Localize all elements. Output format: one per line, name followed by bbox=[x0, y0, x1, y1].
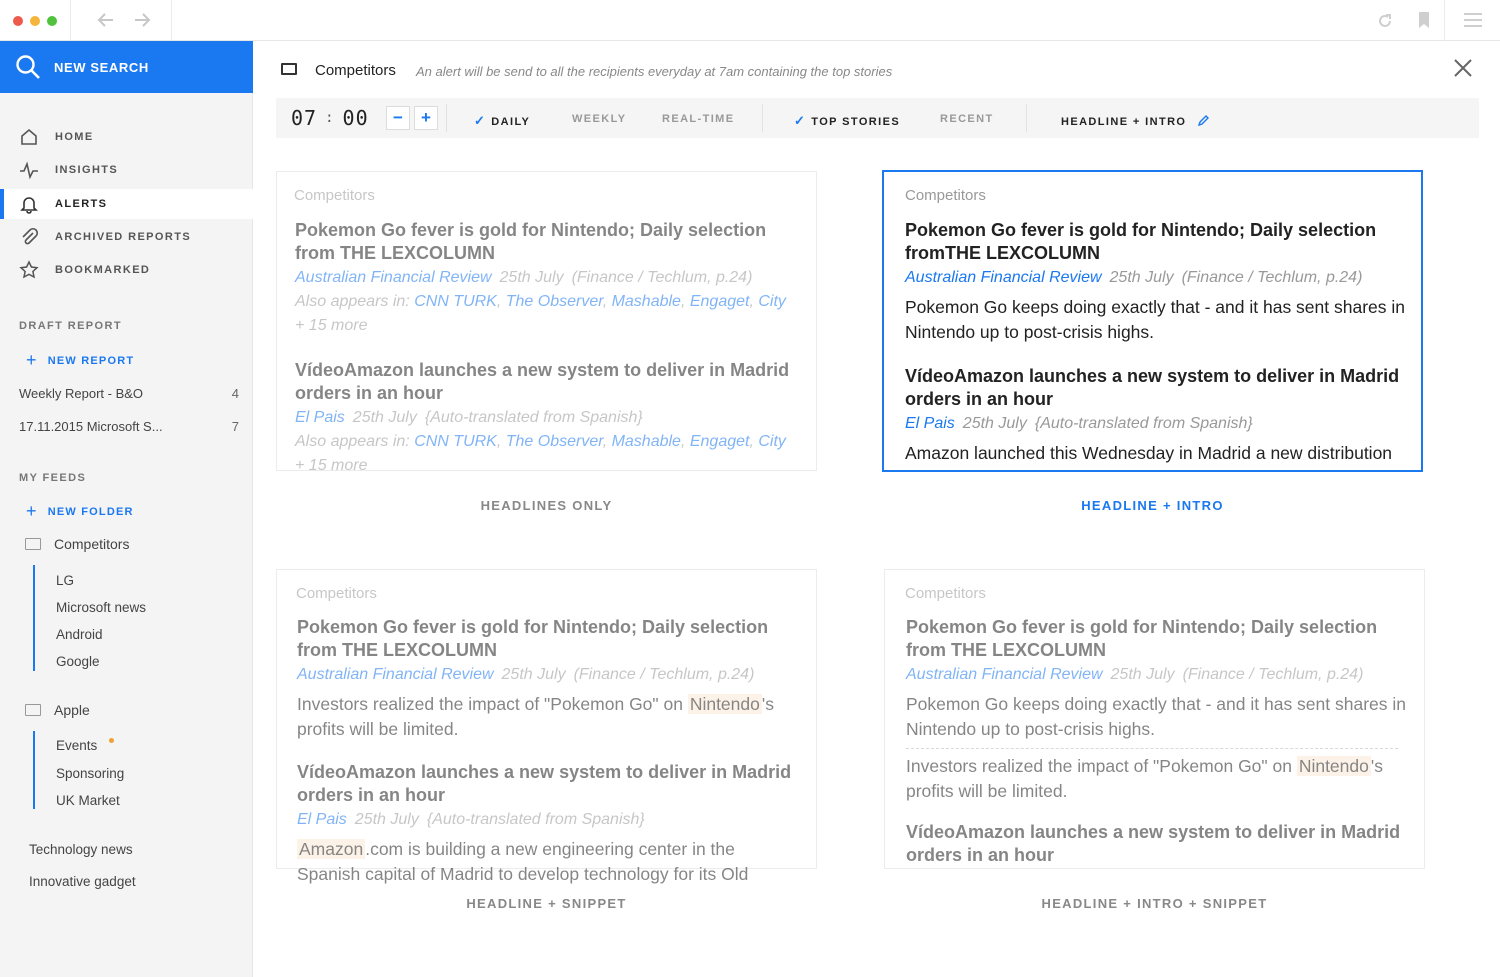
divider bbox=[171, 0, 172, 41]
folder-icon bbox=[25, 538, 41, 550]
story-meta bbox=[905, 266, 1405, 290]
story-section: {Auto-translated from Spanish} bbox=[1034, 415, 1253, 432]
bookmark-icon[interactable] bbox=[1417, 11, 1431, 29]
preview-feed-name: Competitors bbox=[905, 187, 986, 204]
window-close-dot[interactable] bbox=[13, 16, 23, 26]
story-preview bbox=[297, 761, 797, 887]
plus-icon: + bbox=[26, 501, 38, 521]
sidebar-item-label: HOME bbox=[55, 131, 94, 143]
time-display[interactable] bbox=[291, 106, 369, 130]
source-link: CNN TURK bbox=[414, 293, 497, 310]
plus-icon: + bbox=[26, 350, 38, 370]
story-date: 25th July bbox=[962, 415, 1027, 432]
folder-icon bbox=[281, 63, 297, 75]
story-date: 25th July bbox=[354, 811, 419, 828]
sidebar-item-label: ARCHIVED REPORTS bbox=[55, 231, 192, 243]
source-link: Mashable bbox=[611, 293, 681, 310]
alert-toolbar bbox=[276, 98, 1479, 138]
story-preview bbox=[906, 616, 1406, 804]
story-section: {Auto-translated from Spanish} bbox=[426, 811, 645, 828]
page-title: Competitors bbox=[315, 62, 396, 79]
bell-icon bbox=[19, 194, 39, 214]
format-caption[interactable]: HEADLINE + SNIPPET bbox=[466, 896, 627, 911]
snippet-highlight: Amazon bbox=[299, 839, 364, 859]
story-headline: VídeoAmazon launches a new system to deliver in Madrid orders in an hour bbox=[906, 822, 1401, 865]
story-section: (Finance / Techlum, p.24) bbox=[571, 269, 753, 286]
also-appears-in: Also appears in: CNN TURK, The Observer, Mashable, Engaget, City + 15 more bbox=[295, 433, 786, 474]
sidebar-item-alerts[interactable] bbox=[0, 189, 253, 219]
story-meta bbox=[295, 406, 795, 430]
story-snippet bbox=[906, 754, 1406, 804]
story-source: El Pais bbox=[905, 415, 955, 432]
new-report-label: NEW REPORT bbox=[47, 355, 135, 367]
new-folder-button[interactable] bbox=[26, 499, 134, 520]
feed-item[interactable]: LG bbox=[56, 573, 75, 588]
story-section: (Finance / Techlum, p.24) bbox=[573, 666, 755, 683]
feed-item[interactable]: UK Market bbox=[56, 793, 120, 808]
more-count: + 15 more bbox=[295, 457, 368, 474]
story-headline: Pokemon Go fever is gold for Nintendo; Daily selection fromTHE LEXCOLUMN bbox=[905, 220, 1377, 263]
divider bbox=[762, 104, 763, 132]
format-label: HEADLINE + INTRO bbox=[1061, 116, 1187, 128]
format-preview-headline-snippet[interactable] bbox=[276, 569, 817, 884]
story-intro: Pokemon Go keeps doing exactly that - and it has sent shares in Nintendo up to post-crisis highs. bbox=[906, 694, 1407, 739]
draft-report-heading: DRAFT REPORT bbox=[19, 320, 122, 332]
sidebar-item-home[interactable] bbox=[0, 122, 253, 152]
new-folder-label: NEW FOLDER bbox=[47, 506, 134, 518]
story-headline: Pokemon Go fever is gold for Nintendo; Daily selection from THE LEXCOLUMN bbox=[906, 617, 1378, 660]
frequency-real-time[interactable]: REAL-TIME bbox=[662, 113, 735, 125]
pulse-icon bbox=[19, 160, 39, 180]
story-section: {Auto-translated from Spanish} bbox=[424, 409, 643, 426]
feed-item[interactable]: Sponsoring bbox=[56, 766, 125, 781]
story-snippet bbox=[297, 692, 797, 742]
unread-dot bbox=[109, 738, 114, 743]
sidebar-item-bookmarked[interactable] bbox=[0, 255, 253, 285]
story-date: 25th July bbox=[499, 269, 564, 286]
close-icon[interactable] bbox=[1452, 57, 1474, 79]
also-label: Also appears in: bbox=[295, 433, 410, 450]
story-intro: Amazon launched this Wednesday in Madrid a new distribution bbox=[905, 443, 1393, 463]
story-preview bbox=[297, 616, 797, 742]
increment-time-button[interactable]: + bbox=[414, 106, 438, 130]
source-link: The Observer bbox=[505, 293, 603, 310]
snippet-text: .com is building a new engineering center in the Spanish capital of Madrid to develop technology for its Old bbox=[297, 839, 749, 884]
story-source: Australian Financial Review bbox=[297, 666, 494, 683]
sidebar-item-label: INSIGHTS bbox=[55, 164, 119, 176]
folder-tree-line bbox=[33, 731, 35, 809]
also-label: Also appears in: bbox=[295, 293, 410, 310]
snippet-highlight: Nintendo bbox=[689, 694, 760, 714]
menu-icon[interactable] bbox=[1464, 13, 1482, 27]
story-preview bbox=[295, 359, 795, 478]
story-meta bbox=[905, 412, 1405, 436]
story-headline: VídeoAmazon launches a new system to deliver in Madrid orders in an hour bbox=[295, 360, 790, 403]
time-separator: : bbox=[325, 110, 335, 126]
my-feeds-heading: MY FEEDS bbox=[19, 472, 87, 484]
feed-item[interactable]: Innovative gadget bbox=[29, 874, 136, 889]
option-label: DAILY bbox=[491, 116, 531, 128]
source-link: Mashable bbox=[611, 433, 681, 450]
option-label: TOP STORIES bbox=[811, 116, 901, 128]
new-search-button[interactable] bbox=[0, 41, 253, 93]
sidebar-item-label: ALERTS bbox=[55, 198, 108, 210]
story-date: 25th July bbox=[352, 409, 417, 426]
new-search-label: NEW SEARCH bbox=[54, 60, 149, 75]
story-meta bbox=[297, 808, 797, 832]
story-headline: VídeoAmazon launches a new system to deliver in Madrid orders in an hour bbox=[905, 366, 1400, 409]
checkmark-icon: ✓ bbox=[794, 113, 807, 128]
reload-icon[interactable] bbox=[1376, 12, 1394, 30]
more-count: + 15 more bbox=[295, 317, 368, 334]
story-meta bbox=[906, 663, 1406, 687]
source-link: Engaget bbox=[689, 433, 750, 450]
format-preview-headline-intro-snippet[interactable] bbox=[884, 569, 1425, 869]
browser-toolbar bbox=[0, 0, 1500, 41]
divider bbox=[70, 0, 71, 41]
story-date: 25th July bbox=[1109, 269, 1174, 286]
draft-report-count: 4 bbox=[231, 386, 239, 401]
pencil-icon bbox=[1197, 115, 1209, 127]
draft-report-name: 17.11.2015 Microsoft S... bbox=[19, 419, 163, 434]
feed-item[interactable]: Technology news bbox=[29, 842, 133, 857]
alert-description: An alert will be send to all the recipients everyday at 7am containing the top stories bbox=[416, 64, 893, 79]
story-preview bbox=[906, 821, 1406, 867]
alert-settings-panel bbox=[254, 41, 1500, 977]
checkmark-icon: ✓ bbox=[474, 113, 487, 128]
feed-item[interactable]: Events bbox=[56, 738, 98, 753]
feed-item[interactable]: Android bbox=[56, 627, 103, 642]
story-intro: Pokemon Go keeps doing exactly that - and it has sent shares in Nintendo up to post-crisis highs. bbox=[905, 297, 1406, 342]
window-minimize-dot[interactable] bbox=[30, 16, 40, 26]
story-preview bbox=[905, 365, 1405, 466]
star-icon bbox=[19, 260, 39, 280]
draft-report-item[interactable] bbox=[19, 386, 239, 401]
story-preview bbox=[905, 219, 1405, 345]
window-maximize-dot[interactable] bbox=[47, 16, 57, 26]
sidebar-item-insights[interactable] bbox=[0, 155, 253, 185]
sidebar bbox=[0, 41, 253, 977]
story-source: El Pais bbox=[297, 811, 347, 828]
home-icon bbox=[19, 127, 39, 147]
story-source: Australian Financial Review bbox=[906, 666, 1103, 683]
preview-feed-name: Competitors bbox=[905, 585, 986, 602]
source-link: CNN TURK bbox=[414, 433, 497, 450]
decrement-time-button[interactable]: − bbox=[386, 106, 410, 130]
story-section: (Finance / Techlum, p.24) bbox=[1182, 666, 1364, 683]
minute-value: 00 bbox=[342, 106, 369, 130]
format-preview-headlines-only[interactable] bbox=[276, 171, 817, 474]
story-source: Australian Financial Review bbox=[905, 269, 1102, 286]
source-link: City bbox=[758, 293, 786, 310]
folder-tree-line bbox=[33, 565, 35, 671]
preview-feed-name: Competitors bbox=[296, 585, 377, 602]
story-meta bbox=[297, 663, 797, 687]
forward-arrow-icon[interactable] bbox=[132, 10, 152, 30]
feed-item[interactable]: Google bbox=[56, 654, 100, 669]
selection-top-stories[interactable] bbox=[794, 113, 900, 129]
story-section: (Finance / Techlum, p.24) bbox=[1181, 269, 1363, 286]
story-snippet bbox=[297, 837, 797, 887]
draft-report-count: 7 bbox=[231, 419, 239, 434]
story-headline: VídeoAmazon launches a new system to deliver in Madrid orders in an hour bbox=[297, 762, 792, 805]
snippet-text: 's profits will be limited. bbox=[297, 694, 774, 739]
also-appears-in: Also appears in: CNN TURK, The Observer, Mashable, Engaget, City + 15 more bbox=[295, 293, 786, 334]
story-source: Australian Financial Review bbox=[295, 269, 492, 286]
feed-item[interactable]: Microsoft news bbox=[56, 600, 147, 615]
hour-value: 07 bbox=[291, 106, 318, 130]
search-icon bbox=[15, 54, 41, 80]
folder-name: Competitors bbox=[54, 536, 130, 552]
sidebar-item-label: BOOKMARKED bbox=[55, 264, 151, 276]
divider bbox=[1444, 0, 1445, 41]
format-caption[interactable]: HEADLINE + INTRO bbox=[1081, 498, 1224, 513]
frequency-weekly[interactable]: WEEKLY bbox=[572, 113, 627, 125]
folder-icon bbox=[25, 704, 41, 716]
story-source: El Pais bbox=[295, 409, 345, 426]
source-link: The Observer bbox=[505, 433, 603, 450]
snippet-highlight: Nintendo bbox=[1298, 756, 1369, 776]
selection-recent[interactable]: RECENT bbox=[940, 113, 994, 125]
divider bbox=[1026, 104, 1027, 132]
story-headline: Pokemon Go fever is gold for Nintendo; Daily selection from THE LEXCOLUMN bbox=[297, 617, 769, 660]
snippet-text: Investors realized the impact of "Pokemon Go" on bbox=[906, 756, 1297, 776]
divider bbox=[446, 104, 447, 132]
story-meta bbox=[295, 266, 795, 290]
divider bbox=[906, 748, 1398, 749]
paperclip-icon bbox=[19, 227, 39, 247]
folder-name: Apple bbox=[54, 702, 90, 718]
snippet-text: 's profits will be limited. bbox=[906, 756, 1383, 801]
new-report-button[interactable] bbox=[26, 348, 134, 369]
format-selector[interactable] bbox=[1061, 113, 1209, 128]
story-date: 25th July bbox=[501, 666, 566, 683]
story-date: 25th July bbox=[1110, 666, 1175, 683]
snippet-text: Investors realized the impact of "Pokemon Go" on bbox=[297, 694, 688, 714]
format-caption[interactable]: HEADLINES ONLY bbox=[480, 498, 613, 513]
sidebar-item-archived-reports[interactable] bbox=[0, 222, 253, 252]
format-preview-headline-intro[interactable] bbox=[882, 170, 1423, 472]
back-arrow-icon[interactable] bbox=[96, 10, 116, 30]
story-headline: Pokemon Go fever is gold for Nintendo; Daily selection from THE LEXCOLUMN bbox=[295, 220, 767, 263]
folder-apple[interactable] bbox=[25, 702, 90, 718]
draft-report-name: Weekly Report - B&O bbox=[19, 386, 144, 401]
preview-feed-name: Competitors bbox=[294, 187, 375, 204]
frequency-daily[interactable] bbox=[474, 113, 530, 129]
source-link: City bbox=[758, 433, 786, 450]
source-link: Engaget bbox=[689, 293, 750, 310]
story-preview bbox=[295, 219, 795, 338]
format-caption[interactable]: HEADLINE + INTRO + SNIPPET bbox=[1041, 896, 1268, 911]
folder-competitors[interactable] bbox=[25, 536, 129, 552]
draft-report-item[interactable] bbox=[19, 419, 239, 434]
